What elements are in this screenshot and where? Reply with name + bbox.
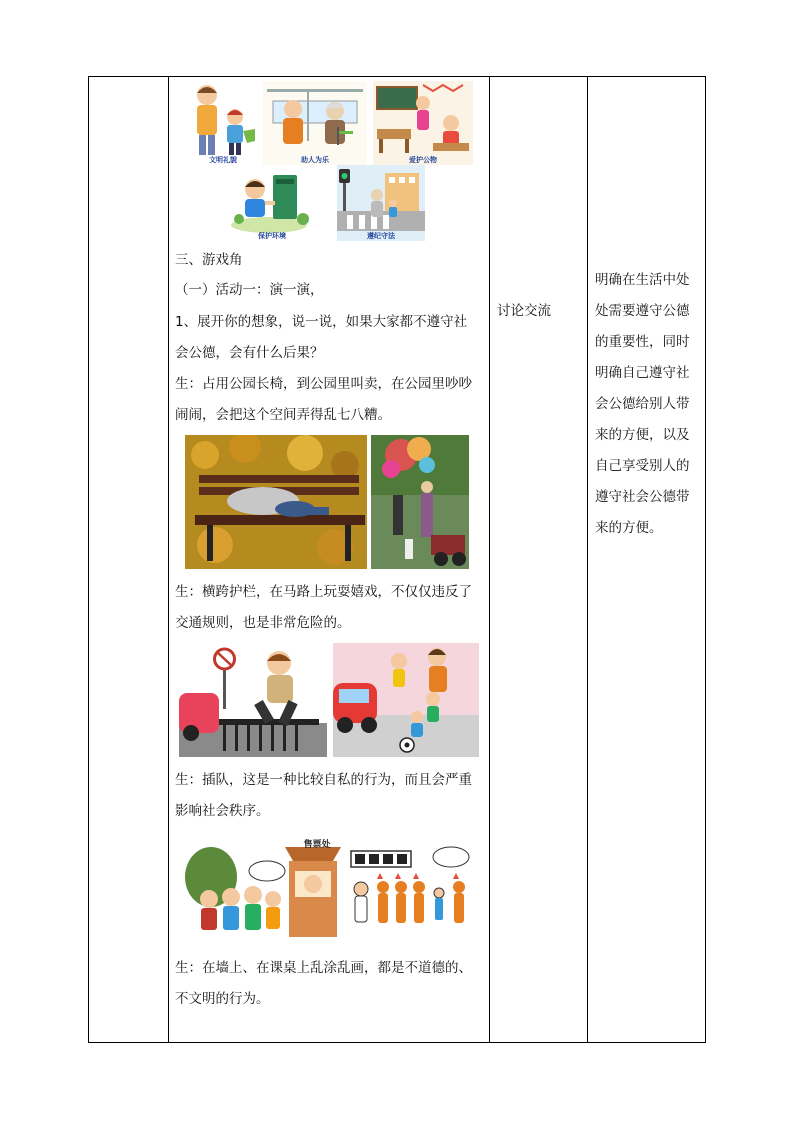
- image-public-property: [373, 81, 473, 165]
- image-street-play: [333, 643, 479, 757]
- fence-climb-illustration: [179, 643, 327, 757]
- section-heading: 三、游戏角: [175, 252, 243, 268]
- answer-line: 闹闹，会把这个空间弄得乱七八糟。: [175, 407, 391, 423]
- image-environment: [229, 165, 315, 241]
- image-queue-jumping: [181, 837, 341, 941]
- street-play-illustration: [333, 643, 479, 757]
- image-fence-climb: [179, 643, 327, 757]
- politeness-illustration: [185, 81, 261, 165]
- intent-line: 明确自己遵守社: [595, 365, 690, 381]
- method-cell: [490, 77, 588, 1042]
- intent-line: 自己享受别人的: [595, 458, 690, 474]
- image-park-vendor: [371, 435, 469, 569]
- intent-line: 来的方便，以及: [595, 427, 690, 443]
- image-caption: 保护环境: [258, 232, 286, 240]
- intent-line: 处需要遵守公德: [595, 303, 690, 319]
- image-caption: 遵纪守法: [367, 232, 395, 240]
- intent-line: 来的方便。: [595, 520, 663, 536]
- queue-jumping-illustration: [181, 837, 341, 941]
- image-queue-line: [347, 837, 479, 941]
- ticket-office-sign: 售票处: [303, 840, 331, 850]
- answer-line: 影响社会秩序。: [175, 803, 270, 819]
- answer-line: 生：插队，这是一种比较自私的行为，而且会严重: [175, 772, 472, 788]
- bus-helping-illustration: [263, 81, 367, 165]
- image-law: [337, 165, 425, 241]
- image-helping: [263, 81, 367, 165]
- question-line: 会公德，会有什么后果？: [175, 345, 324, 361]
- classroom-illustration: [373, 81, 473, 165]
- intent-line: 的重要性，同时: [595, 334, 690, 350]
- crosswalk-illustration: [337, 165, 425, 241]
- lesson-table: [88, 76, 706, 1043]
- activity-title: （一）活动一：演一演，: [175, 282, 324, 298]
- image-park-bench: [185, 435, 367, 569]
- answer-line: 生：在墙上、在课桌上乱涂乱画，都是不道德的、: [175, 960, 472, 976]
- intent-line: 明确在生活中处: [595, 272, 690, 288]
- answer-line: 不文明的行为。: [175, 991, 270, 1007]
- queue-line-illustration: [347, 837, 479, 941]
- park-vendor-photo: [371, 435, 469, 569]
- bench-sleeping-photo: [185, 435, 367, 569]
- intent-line: 遵守社会公德带: [595, 489, 690, 505]
- recycling-illustration: [229, 165, 315, 241]
- image-caption: 爱护公物: [409, 156, 437, 164]
- intent-line: 会公德给别人带: [595, 396, 690, 412]
- answer-line: 生：横跨护栏，在马路上玩耍嬉戏，不仅仅违反了: [175, 584, 472, 600]
- image-caption: 文明礼貌: [209, 156, 237, 164]
- answer-line: 生：占用公园长椅，到公园里叫卖，在公园里吵吵: [175, 376, 472, 392]
- intent-cell: [588, 77, 706, 1042]
- answer-line: 交通规则，也是非常危险的。: [175, 615, 351, 631]
- method-text: 讨论交流: [497, 303, 551, 319]
- image-politeness: [185, 81, 261, 165]
- image-caption: 助人为乐: [301, 156, 329, 164]
- question-line: 1、展开你的想象，说一说，如果大家都不遵守社: [175, 314, 468, 330]
- content-cell: [169, 77, 489, 1042]
